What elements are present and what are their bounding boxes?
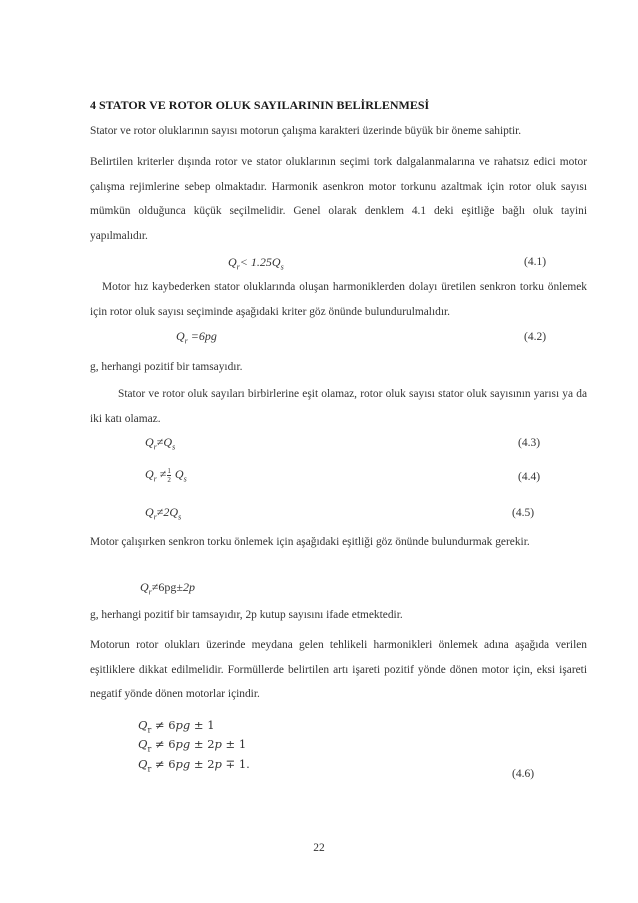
equation-4-2-number: (4.2) xyxy=(524,331,547,343)
section-heading: 4 STATOR VE ROTOR OLUK SAYILARININ BELİRLENMESİ xyxy=(90,98,430,112)
equation-4-6-line-3: $Q_r \ne 6pg \pm 2p \mp 1$. xyxy=(138,756,250,773)
equation-4-6-number: (4.6) xyxy=(512,768,535,780)
equation-unnumbered xyxy=(140,580,195,596)
equation-4-1 xyxy=(228,255,284,271)
equation-4-1-number: (4.1) xyxy=(524,256,547,268)
paragraph-5: Stator ve rotor oluk sayıları birbirlerine eşit olamaz, rotor oluk sayısı stator oluk sayısının yarısı ya da iki katı olamaz. xyxy=(90,388,587,425)
equation-4-1-formula: $Q_r< 1.25Q_s$ xyxy=(228,255,284,272)
paragraph-7: g, herhangi pozitif bir tamsayıdır, 2p kutup sayısını ifade etmektedir. xyxy=(90,609,403,621)
paragraph-3: Motor hız kaybederken stator oluklarında oluşan harmoniklerden dolayı üretilen senkron torku önlemek için rotor oluk sayısı seçiminde aşağıdaki kriter göz önünde bulundurulmalıdır. xyxy=(90,281,587,318)
equation-4-6-line-1: $Q_r \ne 6pg \pm 1$ xyxy=(138,718,215,735)
equation-4-4 xyxy=(145,467,187,484)
paragraph-2: Belirtilen kriterler dışında rotor ve stator oluklarının seçimi tork dalgalanmalarına ve rahatsız edici motor çalışma rejimlerine sebep olmaktadır. Harmonik asenkron motor torkunu azaltmak için rotor oluk sayısı mümkün olduğunca küçük seçilmelidir. Genel olarak denklem 4.1 deki eşitliğe bağlı oluk tayini yapılmalıdır. xyxy=(90,156,587,242)
equation-4-5 xyxy=(145,505,181,521)
paragraph-6: Motor çalışırken senkron torku önlemek için aşağıdaki eşitliği göz önünde bulundurmak gerekir. xyxy=(90,536,530,548)
paragraph-4: g, herhangi pozitif bir tamsayıdır. xyxy=(90,361,243,373)
equation-4-6-line-2: $Q_r \ne 6pg \pm 2p \pm 1$ xyxy=(138,737,247,754)
equation-4-5-formula: $Q_r\ne 2Q_s$ xyxy=(145,505,182,522)
paragraph-8: Motorun rotor olukları üzerinde meydana gelen tehlikeli harmonikleri önlemek adına aşağıda verilen eşitliklere dikkat edilmelidir. Formüllerde belirtilen artı işareti pozitif yönde dönen motor için, eksi işareti negatif yönde dönen motorlar içindir. xyxy=(90,639,587,700)
equation-4-3-number: (4.3) xyxy=(518,437,541,449)
paragraph-1: Stator ve rotor oluklarının sayısı motorun çalışma karakteri üzerinde büyük bir öneme sahiptir. xyxy=(90,125,522,137)
equation-4-4-formula: $Q_r$ ≠ $\frac{1}{2}$ $Q_s$ xyxy=(145,467,187,484)
page-number: 22 xyxy=(313,842,325,854)
equation-4-3 xyxy=(145,435,175,451)
equation-4-2 xyxy=(176,329,217,345)
equation-4-4-number: (4.4) xyxy=(518,471,541,483)
equation-4-6 xyxy=(138,718,250,776)
equation-4-5-number: (4.5) xyxy=(512,507,535,519)
equation-4-3-formula: $Q_r\ne Q_s$ xyxy=(145,435,176,452)
equation-4-2-formula: $Q_r =6pg$ xyxy=(176,329,217,346)
equation-unnumbered-formula: $Q_r\ne 6pg\pm 2p$ xyxy=(140,580,195,597)
